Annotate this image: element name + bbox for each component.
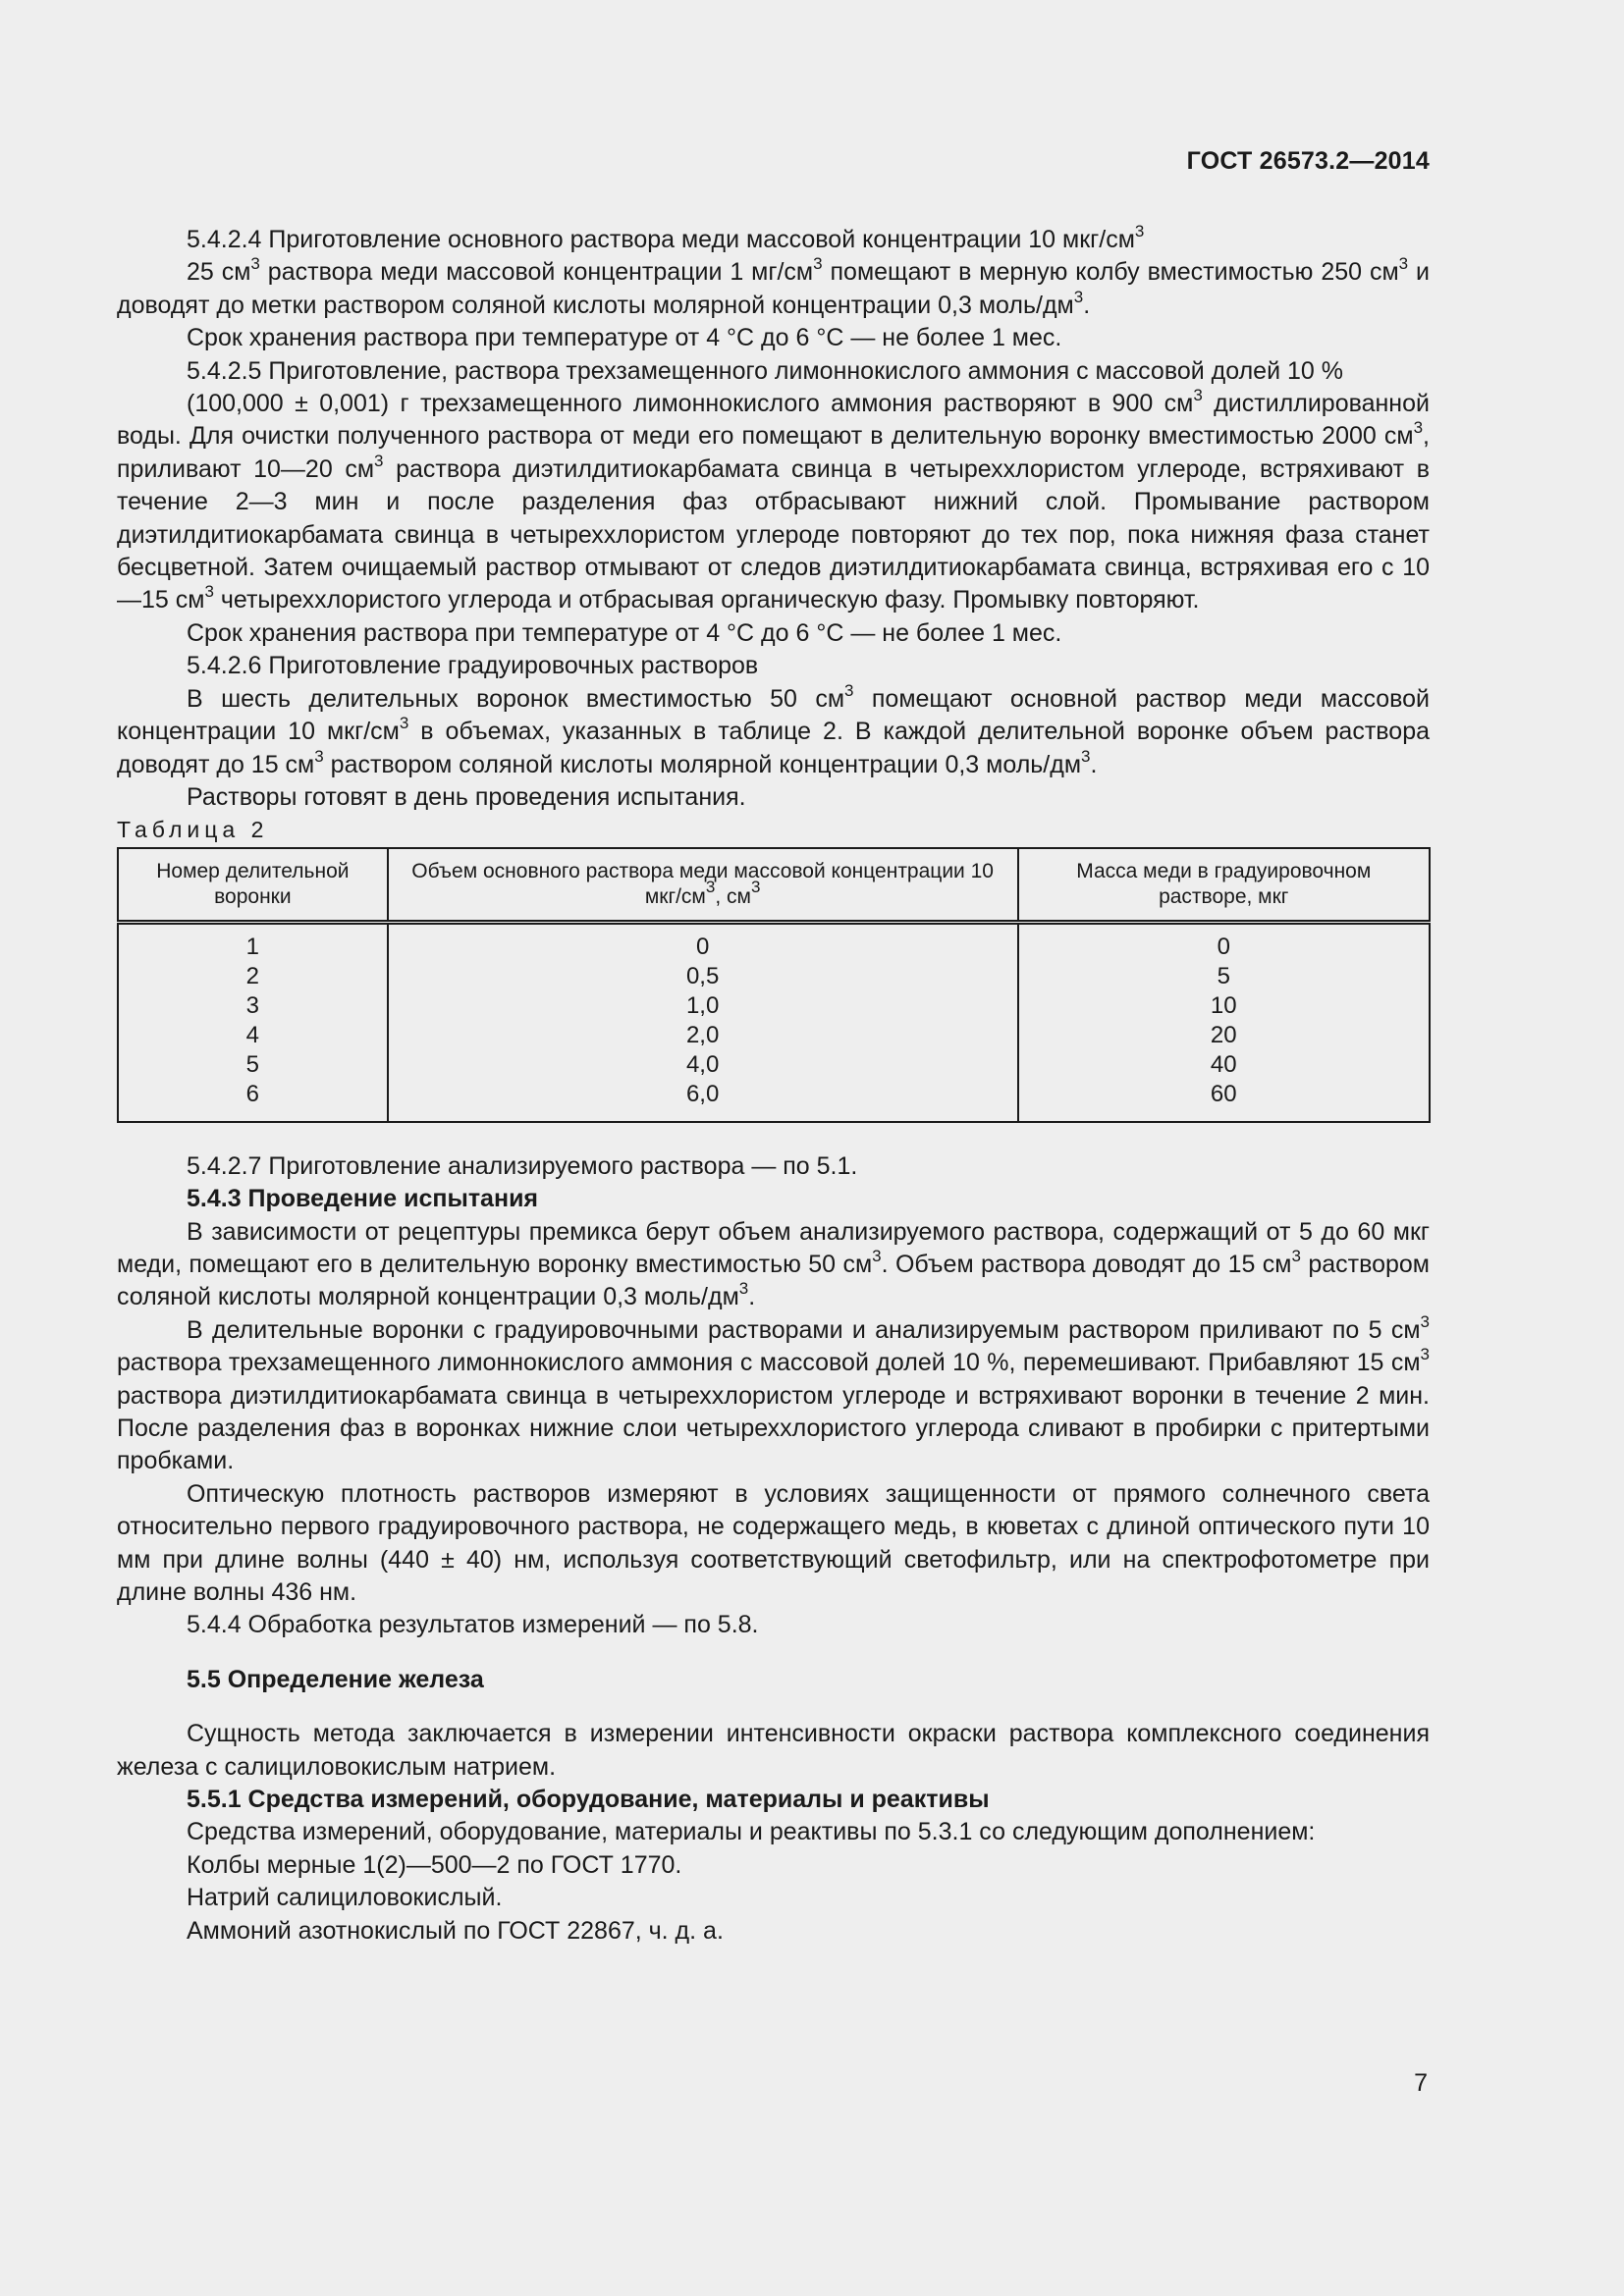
column-header: Номер делительной воронки [118,848,388,923]
list-item: Средства измерений, оборудование, материалы и реактивы по 5.3.1 со следующим дополнением: [187,1818,1316,1846]
paragraph: (100,000 ± 0,001) г трехзамещенного лимоннокислого аммония растворяют в 900 $см^3$ дистиллированной воды. Для очистки полученного раствора от меди его помещают в делительную воронку вместимостью 2000 $см^3$, приливают 10—20 $см^3$ раствора диэтилдитиокарбамата свинца в четыреххлористом углероде, встряхивают в течение 2—3 мин и после разделения фаз отбрасывают нижний слой. Промывание раствором диэтилдитиокарбамата свинца в четыреххлористом углероде повторяют до тех пор, пока нижняя фаза станет бесцветной. Затем очищаемый раствор отмывают от следов диэтилдитиокарбамата свинца, встряхивая его с 10—15 $см^3$ четыреххлористого углерода и отбрасывая органическую фазу. Промывку повторяют. [117,386,1430,614]
paragraph: 25 $см^3$ раствора меди массовой концентрации 1 $мг/см^3$ помещают в мерную колбу вместимостью 250 $см^3$ и доводят до метки раствором соляной кислоты молярной концентрации 0,3 моль/$дм^3$. [117,254,1430,319]
document-id-header: ГОСТ 26573.2—2014 [1186,147,1430,175]
list-item: Натрий салициловокислый. [187,1884,503,1912]
paragraph: Сущность метода заключается в измерении интенсивности окраски раствора комплексного соединения железа с салициловокислым натрием. [117,1720,1430,1781]
list-item: Аммоний азотнокислый по ГОСТ 22867, ч. д. а. [187,1916,724,1945]
table-row [118,922,1430,1122]
section-5-4-2-5-title: 5.4.2.5 Приготовление, раствора трехзамещенного лимоннокислого аммония с массовой долей 10 % [187,356,1343,385]
section-5-5-title: 5.5 Определение железа [187,1665,484,1693]
section-5-5-1-title: 5.5.1 Средства измерений, оборудование, материалы и реактивы [187,1786,990,1814]
section-5-4-2-7: 5.4.2.7 Приготовление анализируемого раствора — по 5.1. [187,1151,858,1180]
paragraph: Срок хранения раствора при температуре от 4 °С до 6 °С — не более 1 мес. [187,618,1062,647]
paragraph: В зависимости от рецептуры премикса берут объем анализируемого раствора, содержащий от 5 до 60 мкг меди, помещают его в делительную воронку вместимостью 50 $см^3$. Объем раствора доводят до 15 $см^3$ раствором соляной кислоты молярной концентрации 0,3 моль/$дм^3$. [117,1217,1430,1311]
page-number: 7 [1414,2069,1428,2097]
table-cell: 0 0,5 1,0 2,0 4,0 6,0 [388,922,1018,1122]
section-5-4-4: 5.4.4 Обработка результатов измерений — по 5.8. [187,1611,759,1639]
table-cell: 0 5 10 20 40 60 [1210,933,1237,1107]
section-5-4-3-title: 5.4.3 Проведение испытания [187,1185,539,1213]
column-header: Масса меди в градуировочном растворе, мкг [1018,848,1430,923]
document-body [117,224,1430,1948]
list-item: Колбы мерные 1(2)—500—2 по ГОСТ 1770. [187,1850,682,1879]
paragraph: Растворы готовят в день проведения испытания. [187,782,746,811]
table-2 [117,847,1431,1123]
table-cell: 1 2 3 4 5 6 [118,922,388,1122]
paragraph: В шесть делительных воронок вместимостью 50 $см^3$ помещают основной раствор меди массовой концентрации 10 мкг/$см^3$ в объемах, указанных в таблице 2. В каждой делительной воронке объем раствора доводят до 15 $см^3$ раствором соляной кислоты молярной концентрации 0,3 моль/$дм^3$. [117,680,1431,778]
section-5-4-2-4-title: 5.4.2.4 Приготовление основного раствора меди массовой концентрации 10 мкг/$см^3$ [187,222,1145,253]
column-header: Объем основного раствора меди массовой концентрации 10 мкг/$см^3$, $см^3$ [388,848,1018,923]
paragraph: Оптическую плотность растворов измеряют в условиях защищенности от прямого солнечного света относительно первого градуировочного раствора, не содержащего медь, в кюветах с длиной оптического пути 10 мм при длине волны (440 ± 40) нм, используя соответствующий светофильтр, или на спектрофотометре при длине волны 436 нм. [117,1479,1430,1606]
table-caption: Таблица 2 [117,817,269,843]
section-5-4-2-6-title: 5.4.2.6 Приготовление градуировочных растворов [187,652,759,680]
table-header-row [118,848,1430,923]
paragraph: В делительные воронки с градуировочными растворами и анализируемым раствором приливают по 5 $см^3$ раствора трехзамещенного лимоннокислого аммония с массовой долей 10 %, перемешивают. Прибавляют 15 $см^3$ раствора диэтилдитиокарбамата свинца в четыреххлористом углероде и встряхивают воронки в течение 2 мин. После разделения фаз в воронках нижние слои четыреххлористого углерода сливают в пробирки с притертыми пробками. [117,1311,1430,1475]
paragraph: Срок хранения раствора при температуре от 4 °С до 6 °С — не более 1 мес. [187,324,1062,352]
